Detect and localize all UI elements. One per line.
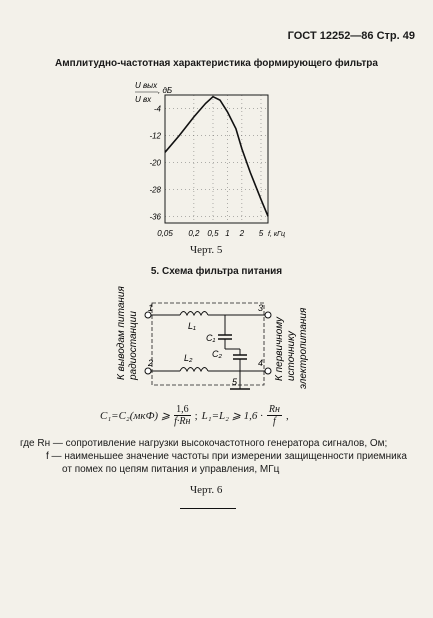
terminal-3 bbox=[265, 312, 271, 318]
frequency-response-chart bbox=[120, 78, 300, 238]
node-2-label: 2 bbox=[148, 358, 154, 368]
inductor-l2-label: L₂ bbox=[184, 353, 193, 363]
right-label-2: источнику bbox=[286, 331, 297, 381]
figure-caption-5: Черт. 5 bbox=[190, 244, 223, 256]
y-tick-label: -12 bbox=[149, 131, 161, 141]
inductor-l2 bbox=[180, 368, 208, 372]
end-rule bbox=[180, 508, 236, 509]
terminal-2 bbox=[145, 368, 151, 374]
node-4-label: 4 bbox=[258, 358, 264, 368]
fraction-2-numerator: Rн bbox=[268, 404, 280, 415]
capacitor-c2-label: C₂ bbox=[212, 349, 222, 359]
fraction-1 bbox=[174, 404, 191, 427]
response-curve bbox=[165, 97, 268, 217]
x-axis-label: f, кГц bbox=[268, 231, 285, 238]
fraction-1-numerator: 1,6 bbox=[176, 404, 189, 415]
note-line-3: от помех по цепям питания и управления, МГц bbox=[62, 464, 280, 475]
y-axis-label-top: U вых bbox=[135, 81, 158, 90]
left-label-1: К выводам питания bbox=[116, 286, 127, 380]
capacitor-c1-label: C₁ bbox=[206, 333, 216, 343]
node-1-label: 1 bbox=[148, 303, 154, 313]
fraction-2-denominator: f bbox=[273, 416, 276, 427]
x-tick-label: 0,05 bbox=[157, 229, 173, 238]
node-3-label: 3 bbox=[258, 303, 264, 313]
x-tick-label: 1 bbox=[225, 229, 230, 238]
inductor-l1-label: L₁ bbox=[188, 321, 196, 331]
chart-grid bbox=[165, 95, 268, 223]
y-tick-labels bbox=[149, 104, 161, 221]
schematic-section-title: 5. Схема фильтра питания bbox=[150, 266, 283, 277]
y-axis-unit: , дБ bbox=[158, 86, 173, 95]
formula-inductance: L₁=L₂ ⩾ 1,6 · bbox=[201, 410, 263, 422]
plot-frame bbox=[165, 95, 268, 223]
terminal-4 bbox=[265, 368, 271, 374]
fraction-1-denominator: f·Rн bbox=[174, 416, 191, 427]
right-label-1: К первичному bbox=[274, 316, 285, 381]
y-tick-label: -28 bbox=[149, 185, 161, 195]
node-5-label: 5 bbox=[232, 377, 238, 387]
note-line-1: где Rн — сопротивление нагрузки высокочастотного генератора сигналов, Ом; bbox=[20, 438, 388, 449]
note-line-2: f — наименьшее значение частоты при измерении защищенности приемника bbox=[46, 451, 407, 462]
y-tick-label: -4 bbox=[153, 104, 161, 114]
y-axis-label-bottom: U вх bbox=[135, 95, 152, 104]
y-tick-label: -36 bbox=[149, 212, 161, 222]
left-label-2: радиостанции bbox=[128, 311, 139, 380]
x-tick-label: 5 bbox=[258, 229, 264, 238]
chart-section-title: Амплитудно-частотная характеристика формирующего фильтра bbox=[55, 58, 378, 69]
page-header: ГОСТ 12252—86 Стр. 49 bbox=[287, 30, 415, 42]
figure-caption-6: Черт. 6 bbox=[190, 484, 223, 496]
fraction-2 bbox=[267, 404, 282, 427]
power-filter-schematic bbox=[100, 285, 330, 405]
formula-capacitance: C₁=C₂(мкФ) ⩾ bbox=[100, 410, 171, 422]
right-label-3: электропитания bbox=[298, 307, 309, 389]
inductor-l1 bbox=[180, 312, 208, 316]
formula bbox=[100, 404, 289, 427]
x-tick-label: 0,2 bbox=[188, 229, 200, 238]
x-tick-label: 0,5 bbox=[207, 229, 219, 238]
formula-end: , bbox=[285, 409, 289, 422]
x-tick-label: 2 bbox=[239, 229, 245, 238]
formula-separator: ; bbox=[194, 409, 198, 422]
y-tick-label: -20 bbox=[149, 158, 161, 168]
x-tick-labels bbox=[157, 229, 264, 238]
